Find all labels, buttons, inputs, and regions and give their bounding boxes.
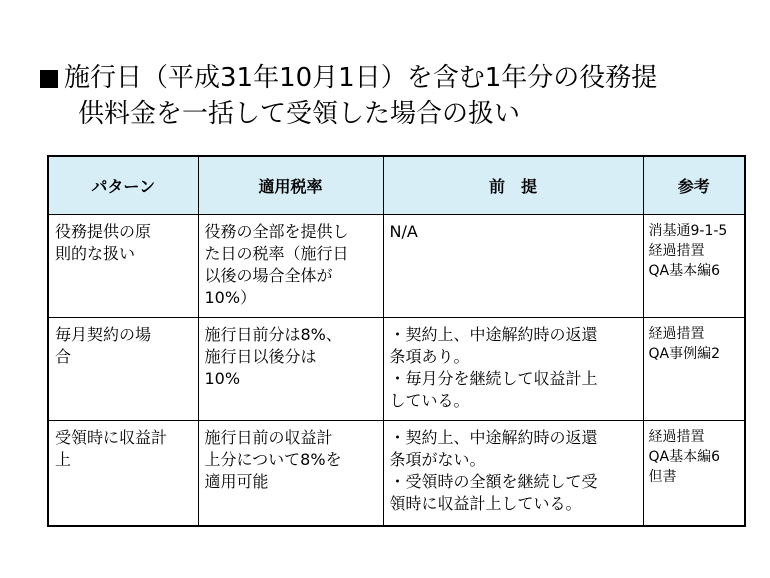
cell-line: 役務提供の原	[55, 222, 152, 241]
cell-premise	[383, 421, 643, 526]
cell-pattern	[48, 215, 198, 318]
cell-line: している。	[389, 391, 470, 410]
cell-line: 経過措置	[648, 429, 705, 445]
cell-rate	[198, 421, 383, 526]
header-premise: 前 提	[383, 156, 643, 215]
cell-line: 施行日前の収益計	[204, 428, 333, 447]
cell-line: ・毎月分を継続して収益計上	[389, 369, 598, 388]
cell-line: 領時に収益計上している。	[389, 494, 582, 513]
cell-pattern	[48, 318, 198, 421]
cell-line: 毎月契約の場	[55, 325, 152, 344]
cell-line: 合	[55, 347, 72, 366]
cell-line: ・契約上、中途解約時の返還	[389, 325, 598, 344]
header-pattern: パターン	[48, 156, 198, 215]
cell-line: 経過措置	[648, 243, 705, 259]
cell-line: QA基本編6	[648, 449, 721, 465]
cell-reference	[643, 318, 745, 421]
cell-line: 条項がない。	[389, 450, 486, 469]
cell-line: ・受領時の全額を継続して受	[389, 472, 598, 491]
consumption-tax-table	[47, 155, 746, 527]
cell-premise	[383, 318, 643, 421]
cell-rate	[198, 215, 383, 318]
cell-line: 役務の全部を提供し	[204, 222, 349, 241]
cell-pattern	[48, 421, 198, 526]
cell-line: 受領時に収益計	[55, 428, 168, 447]
table-row	[48, 421, 745, 526]
title-text-1: 施行日（平成31年10月1日）を含む1年分の役務提	[64, 63, 658, 93]
title-line-1	[40, 60, 740, 96]
title-line-2: 供料金を一括して受領した場合の扱い	[78, 99, 521, 129]
cell-line: N/A	[389, 222, 418, 241]
cell-line: 経過措置	[648, 326, 705, 342]
cell-rate	[198, 318, 383, 421]
header-tax-rate: 適用税率	[198, 156, 383, 215]
table-row	[48, 215, 745, 318]
table-row	[48, 318, 745, 421]
cell-line: 条項あり。	[389, 347, 470, 366]
cell-line: 10%	[204, 369, 241, 388]
table-header-row	[48, 156, 745, 215]
cell-reference	[643, 215, 745, 318]
cell-line: た日の税率（施行日	[204, 244, 349, 263]
cell-line: 則的な扱い	[55, 244, 136, 263]
header-reference: 参考	[643, 156, 745, 215]
cell-line: 施行日以後分は	[204, 347, 317, 366]
cell-line: 上	[55, 450, 72, 469]
cell-line: 上分について8%を	[204, 450, 342, 469]
cell-line: 消基通9-1-5	[648, 223, 728, 239]
cell-reference	[643, 421, 745, 526]
cell-line: 適用可能	[204, 472, 269, 491]
cell-line: 施行日前分は8%、	[204, 325, 342, 344]
checkbox-bullet-icon	[40, 70, 58, 88]
cell-line: 但書	[648, 469, 677, 485]
cell-line: 10%）	[204, 288, 257, 307]
slide-title	[40, 60, 740, 132]
cell-line: 以後の場合全体が	[204, 266, 333, 285]
cell-premise	[383, 215, 643, 318]
cell-line: QA事例編2	[648, 346, 721, 362]
cell-line: QA基本編6	[648, 263, 721, 279]
cell-line: ・契約上、中途解約時の返還	[389, 428, 598, 447]
